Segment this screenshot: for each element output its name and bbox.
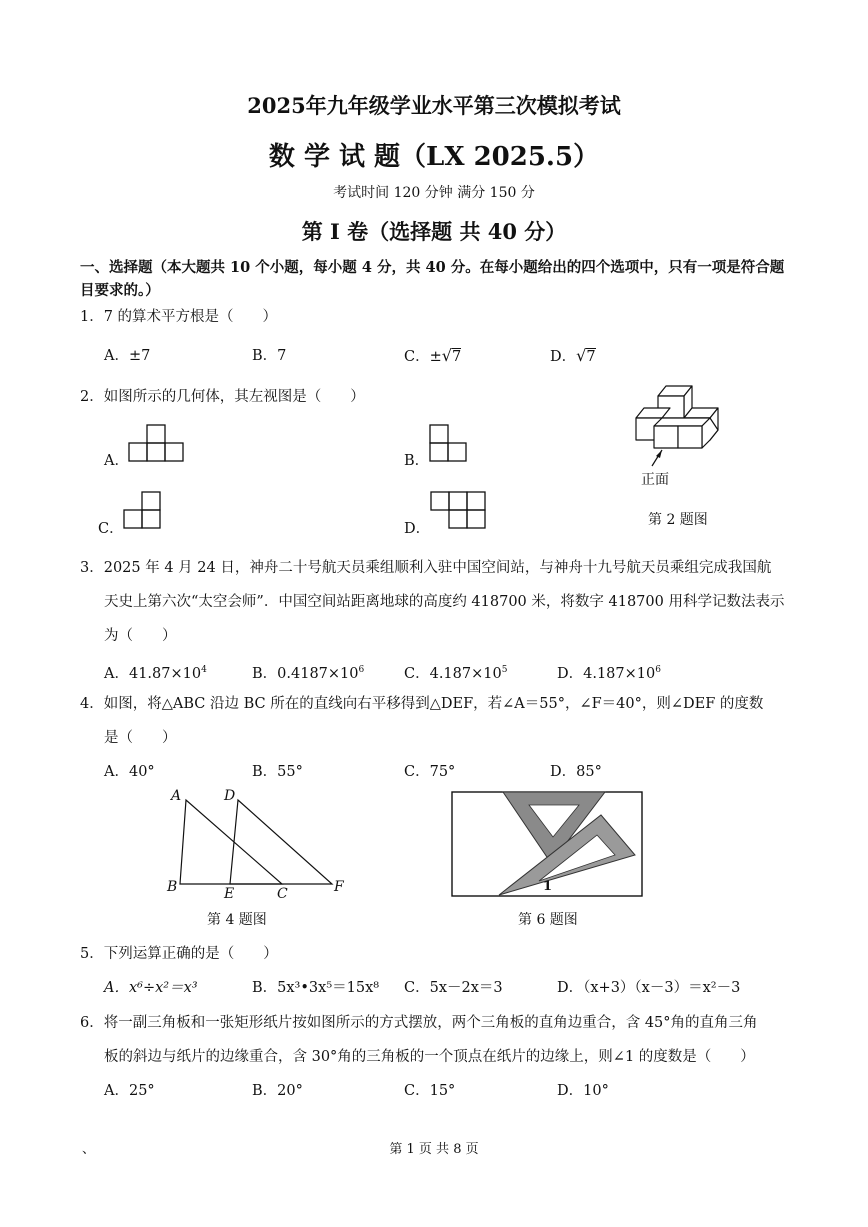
q3-option-a-exp: 4 <box>201 665 207 675</box>
q6-option-b: B．20° <box>252 1083 303 1099</box>
q4-triangle-figure <box>160 784 360 904</box>
section-heading: 第 I 卷（选择题 共 40 分） <box>301 219 567 244</box>
q5-option-d: D．（x+3）（x－3）＝x²－3 <box>557 980 741 996</box>
q4-label-b: B <box>167 879 178 895</box>
q2-option-c-view <box>123 491 165 531</box>
q6-option-d: D．10° <box>557 1083 609 1099</box>
q4-option-d: D．85° <box>550 764 602 780</box>
q1-option-a: A．±7 <box>104 348 151 364</box>
q3-option-c <box>404 660 507 684</box>
q4-line-2: 是（ ） <box>104 730 177 746</box>
q1-option-d-prefix: D． <box>550 349 577 365</box>
q4-option-b: B．55° <box>252 764 303 780</box>
q4-label-c: C <box>277 886 288 902</box>
q6-figure-caption: 第 6 题图 <box>518 912 578 928</box>
footer-mark: 、 <box>82 1142 96 1157</box>
q3-line-2: 天史上第六次“太空会师”．中国空间站距离地球的高度约 418700 米，将数字 418700 用科学记数法表示 <box>104 594 785 610</box>
section-instructions: 一、选择题（本大题共 10 个小题，每小题 4 分，共 40 分。在每小题给出的四个选项中，只有一项是符合题目要求的。） <box>80 259 785 299</box>
q3-line-1: 3．2025 年 4 月 24 日，神舟二十号航天员乘组顺利入驻中国空间站，与神舟十九号航天员乘组完成我国航 <box>80 560 772 576</box>
q1-option-b: B．7 <box>252 348 287 364</box>
q3-option-d-exp: 6 <box>655 665 661 675</box>
q3-option-c-exp: 5 <box>501 665 508 675</box>
q1-option-c-prefix: C．± <box>404 349 442 365</box>
q3-option-a <box>104 660 207 684</box>
q2-option-a-label: A． <box>104 453 129 469</box>
q4-line-1: 4．如图，将△ABC 沿边 BC 所在的直线向右平移得到△DEF，若∠A＝55°，∠F＝40°，则∠DEF 的度数 <box>80 696 764 712</box>
q5-option-b: B．5x³•3x⁵＝15x⁸ <box>252 980 380 996</box>
q5-option-a: A．x⁶÷x²＝x³ <box>104 980 198 996</box>
q2-option-d-label: D． <box>404 521 431 537</box>
q6-angle-1-label: 1 <box>543 879 553 894</box>
exam-subtitle: 考试时间 120 分钟 满分 150 分 <box>333 185 535 201</box>
q2-figure-caption: 第 2 题图 <box>648 512 708 528</box>
q4-label-d: D <box>224 788 236 804</box>
q6-line-2: 板的斜边与纸片的边缘重合，含 30°角的三角板的一个顶点在纸片的边缘上，则∠1 的度数是（ ） <box>104 1049 755 1065</box>
q1-option-c-radicand: 7 <box>451 349 462 365</box>
q2-stem: 2．如图所示的几何体，其左视图是（ ） <box>80 389 365 405</box>
q5-option-c: C．5x－2x＝3 <box>404 980 503 996</box>
q3-option-b-exp: 6 <box>358 665 365 675</box>
q3-option-d <box>557 660 661 684</box>
sqrt-sign: √ <box>441 346 452 365</box>
q4-option-a: A．40° <box>104 764 155 780</box>
q2-option-a-view <box>128 424 188 464</box>
q2-front-label: 正面 <box>641 472 669 488</box>
q3-option-c-base: C．4.187×10 <box>404 665 502 682</box>
q6-line-1: 6．将一副三角板和一张矩形纸片按如图所示的方式摆放，两个三角板的直角边重合，含 45°角的直角三角 <box>80 1015 758 1031</box>
q4-label-a: A <box>171 788 182 804</box>
q4-option-c: C．75° <box>404 764 456 780</box>
q2-option-c-label: C． <box>98 521 124 537</box>
page-number: 第 1 页 共 8 页 <box>389 1142 479 1157</box>
q2-option-b-view <box>429 424 471 464</box>
q4-figure-caption: 第 4 题图 <box>207 912 267 928</box>
q3-option-d-base: D．4.187×10 <box>557 665 656 682</box>
q6-option-a: A．25° <box>104 1083 155 1099</box>
q2-option-d-view <box>430 491 490 531</box>
exam-title: 2025年九年级学业水平第三次模拟考试 <box>247 93 621 118</box>
q4-label-f: F <box>334 879 344 895</box>
subject-title: 数 学 试 题（LX 2025.5） <box>268 142 600 172</box>
q3-option-a-base: A．41.87×10 <box>104 665 202 682</box>
q1-stem: 1．7 的算术平方根是（ ） <box>80 309 278 325</box>
q6-option-c: C．15° <box>404 1083 456 1099</box>
q4-label-e: E <box>224 886 235 902</box>
sqrt-sign: √ <box>576 346 587 365</box>
q1-option-d <box>550 346 596 367</box>
q2-option-b-label: B． <box>404 453 430 469</box>
q3-option-b <box>252 660 364 684</box>
q5-stem: 5．下列运算正确的是（ ） <box>80 946 278 962</box>
q1-option-d-radicand: 7 <box>586 349 596 365</box>
q1-option-c <box>404 346 461 367</box>
q3-option-b-base: B．0.4187×10 <box>252 665 359 682</box>
q3-line-3: 为（ ） <box>104 628 177 644</box>
